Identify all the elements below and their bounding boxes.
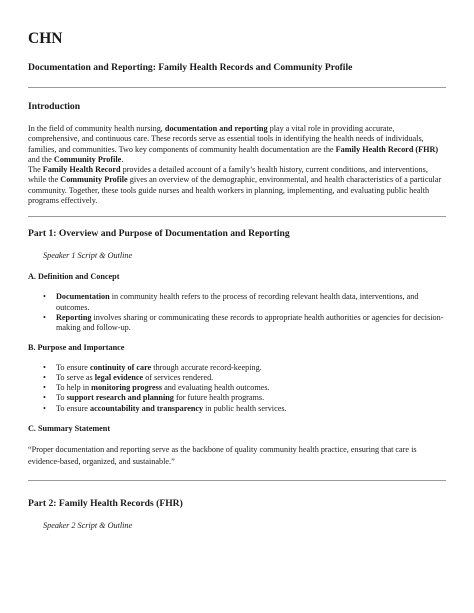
definition-heading: A. Definition and Concept [28,272,120,282]
bullet-icon: • [43,372,46,382]
bold-text: monitoring progress [91,383,163,393]
text-run: To ensure [56,403,90,413]
introduction-paragraph-1 [28,124,446,165]
text-run: play a vital role in providing accurate, comprehensive, and continuous care. These records serve as essential tools in identifying the health needs of individuals, families, and communities. Two key components of community health documentation are the [28,124,424,154]
bold-text: documentation and reporting [164,124,268,133]
text-run: . [121,154,124,164]
introduction-section [28,101,446,206]
list-item [28,383,446,393]
text-run: of services rendered. [143,372,214,382]
introduction-paragraph-2 [28,165,446,206]
part-1-section [28,228,446,468]
text-run: and evaluating health outcomes. [162,383,270,393]
text-run: To [56,393,67,403]
bold-text: support research and planning [66,393,174,403]
bullet-icon: • [43,312,46,322]
list-item [28,292,446,313]
divider [28,480,446,481]
text-run: and the [28,154,54,164]
text-run: To ensure [56,362,90,372]
document-title: CHN [28,30,63,47]
bullet-icon: • [43,362,46,372]
text-run: gives an overview of the demographic, environmental, and health characteristics of a particular community. Together, these tools guide nurses and health workers in planning, implementing, and evaluating public health programs effectively. [28,175,442,206]
divider [28,216,446,217]
part-1-heading: Part 1: Overview and Purpose of Documentation and Reporting [28,228,290,240]
purpose-heading: B. Purpose and Importance [28,342,125,352]
list-item [28,393,446,403]
list-item [28,373,446,383]
text-run: To serve as [56,372,95,382]
document-subtitle: Documentation and Reporting: Family Health Records and Community Profile [28,62,353,73]
text-run: through accurate record-keeping. [151,362,262,372]
text-run: provides a detailed account of a family’s health history, current conditions, and interventions, while the [28,165,428,185]
text-run: in community health refers to the process of recording relevant health data, interventions, and outcomes. [56,292,419,312]
bold-text: continuity of care [90,362,152,372]
divider [28,87,446,88]
bullet-icon: • [43,403,46,413]
list-item [28,404,446,414]
part-2-heading: Part 2: Family Health Records (FHR) [28,498,183,510]
list-item [28,363,446,373]
text-run: In the field of community health nursing, [28,124,165,133]
purpose-list [28,363,446,414]
text-run: in public health services. [203,403,287,413]
bold-text: Documentation [56,292,110,302]
bold-text: accountability and transparency [90,403,204,413]
bullet-icon: • [43,292,46,302]
bold-text: Community Profile [53,154,122,164]
summary-quote: “Proper documentation and reporting serve as the backbone of quality community health practice, ensuring that care is evidence-based, organized, and sustainable.” [28,445,417,467]
bold-text: Reporting [56,312,92,322]
text-run: The [28,165,43,175]
definition-list [28,292,446,333]
summary-heading: C. Summary Statement [28,424,111,434]
bold-text: legal evidence [94,372,144,382]
speaker-1-script-label: Speaker 1 Script & Outline [43,251,133,261]
list-item [28,313,446,334]
bullet-icon: • [43,383,46,393]
text-run: for future health programs. [173,393,265,403]
part-2-section [28,498,446,531]
bold-text: Family Health Record (FHR) [335,144,439,154]
bullet-icon: • [43,393,46,403]
bold-text: Family Health Record [42,165,121,175]
speaker-2-script-label: Speaker 2 Script & Outline [43,521,133,531]
bold-text: Community Profile [60,175,128,185]
text-run: To help in [56,383,92,393]
text-run: involves sharing or communicating these records to appropriate health authorities or agencies for decision-making and follow-up. [56,312,444,333]
introduction-heading: Introduction [28,101,81,112]
